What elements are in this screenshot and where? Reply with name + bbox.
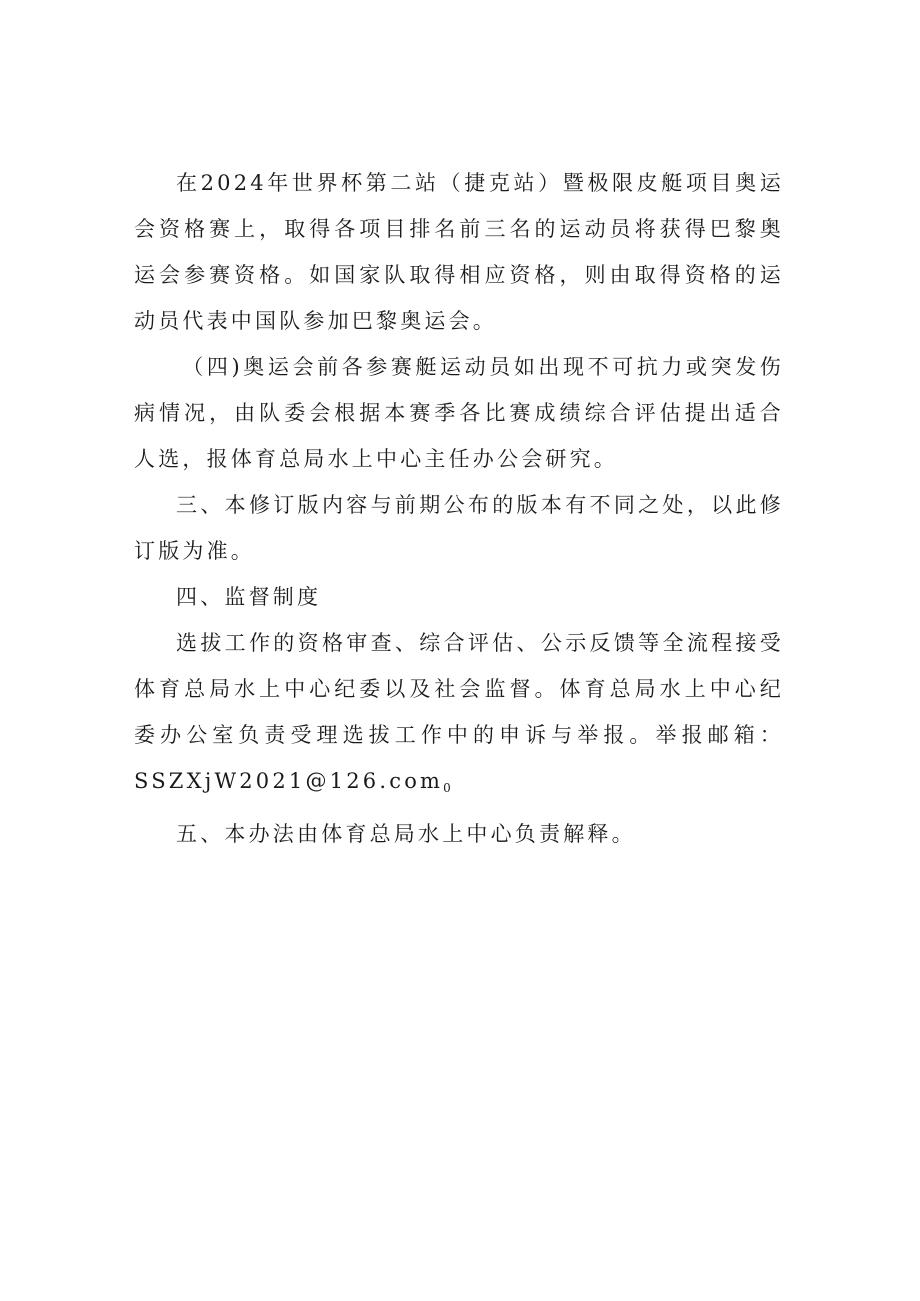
document-body (134, 160, 784, 857)
paragraph-injury-replacement: （四)奥运会前各参赛艇运动员如出现不可抗力或突发伤病情况，由队委会根据本赛季各比赛成绩综合评估提出适合人选，报体育总局水上中心主任办公会研究。 (134, 355, 784, 471)
supervision-text: 选拔工作的资格审查、综合评估、公示反馈等全流程接受体育总局水上中心纪委以及社会监督。体育总局水上中心纪委办公室负责受理选拔工作中的申诉与举报。举报邮箱：SSZXjW2021@126.com (134, 631, 784, 793)
paragraph-interpretation: 五、本办法由体育总局水上中心负责解释。 (176, 822, 636, 846)
section-heading-supervision: 四、监督制度 (176, 585, 322, 609)
paragraph-qualification: 在2024年世界杯第二站（捷克站）暨极限皮艇项目奥运会资格赛上，取得各项目排名前三名的运动员将获得巴黎奥运会参赛资格。如国家队取得相应资格，则由取得资格的运动员代表中国队参加巴黎奥运会。 (134, 171, 784, 333)
paragraph-supervision (134, 620, 784, 811)
email-trailing-subscript: 0 (443, 781, 451, 795)
paragraph-revision-note: 三、本修订版内容与前期公布的版本有不同之处，以此修订版为准。 (134, 493, 784, 563)
